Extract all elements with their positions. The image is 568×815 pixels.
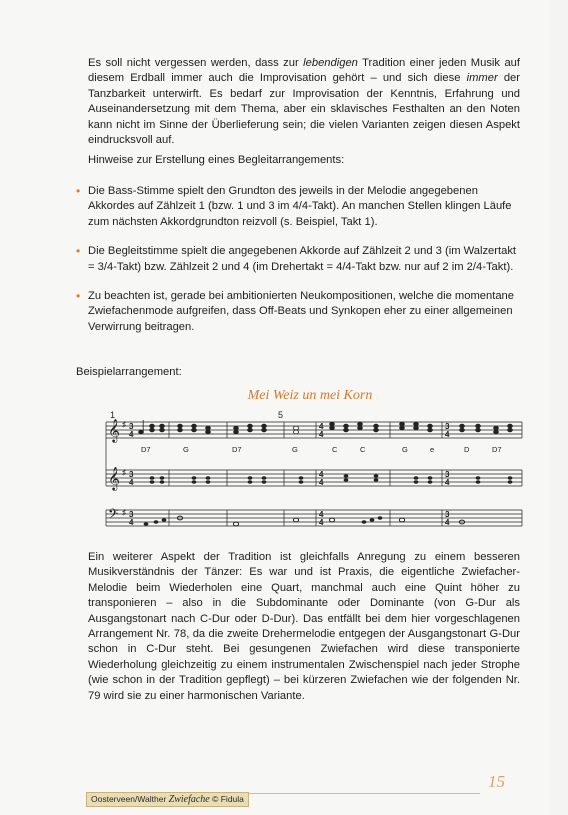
- intro-text-3: der Tanzbarkeit unterwirft. Es bedarf zur Improvisation der Kenntnis, Erfahrung und Auseinandersetzung mit dem Thema, aber ein sklavisches Festhalten an den Noten kann nicht im Sinne der Überlieferung sein; die vielen Varianten zeigen diesen Aspekt eindrucksvoll auf.: [88, 72, 520, 147]
- chord-symbol: D: [464, 445, 470, 454]
- footer-credit: [86, 792, 249, 807]
- intro-paragraph: [88, 56, 520, 148]
- bullet-icon: •: [76, 244, 81, 259]
- measure-number: 5: [278, 410, 284, 420]
- intro-emphasis-immer: immer: [466, 72, 498, 85]
- sharp-icon: ♯: [122, 420, 126, 429]
- chord-symbol: G: [402, 445, 408, 454]
- example-heading: Beispielarrangement:: [76, 366, 182, 378]
- chord-symbol: G: [292, 445, 298, 454]
- time-signature: 4: [129, 478, 134, 487]
- hint-text: Zu beachten ist, gerade bei ambitionierten Neukompositionen, welche die momentane Zwiefachenmode aufgreifen, dass Off-Beats und Synkopen eher zu einer allgemeinen Verwirrung beitragen.: [88, 290, 514, 333]
- time-signature: 3: [129, 510, 134, 519]
- sharp-icon: ♯: [122, 508, 126, 517]
- accompaniment-notes: [150, 474, 513, 484]
- tradition-paragraph: Ein weiterer Aspekt der Tradition ist gleichfalls Anregung zu einem besseren Musikverständnis der Tänzer: Es war und ist Praxis, die eigentliche Zwiefacher-Melodie beim Wiederholen eine Quart, manchmal auch eine Quint höher zu transponieren – also in die Subdominante oder Dominante (von G-Dur als Ausgangstonart nach C-Dur oder D-Dur). Das entfällt bei dem hier vorgeschlagenen Arrangement Nr. 78, da die zweite Drehermelodie entgegen der Ausgangstonart G-Dur schon in C-Dur steht. Bei gesungenen Zwiefachen wird diese transponierte Wiederholung gleichzeitig zu einem instrumentalen Zwischenspiel nach jeder Strophe (wie schon in der Tradition gepflegt) – bei kürzeren Zwiefachen wie der folgenden Nr. 79 wird sie zu einer harmonischen Variante.: [88, 551, 520, 702]
- chord-symbol: D7: [141, 445, 151, 454]
- hint-item: [76, 184, 520, 230]
- time-signature: 4: [445, 518, 450, 527]
- time-signature: 4: [319, 422, 324, 431]
- time-signature: 4: [319, 510, 324, 519]
- footer-publisher: © Fidula: [209, 794, 244, 804]
- hint-text: Die Bass-Stimme spielt den Grundton des jeweils in der Melodie angegebenen Akkordes auf Zählzeit 1 (bzw. 1 und 3 im 4/4-Takt). An manchen Stellen klingen Läufe zum nächsten Akkordgrundton reizvoll (s. Beispiel, Takt 1).: [88, 185, 512, 228]
- intro-emphasis-lebendig: lebendigen: [303, 57, 358, 69]
- time-signature: 3: [129, 422, 134, 431]
- song-title: Mei Weiz un mei Korn: [247, 388, 373, 403]
- time-signature: 3: [129, 470, 134, 479]
- hint-item: [76, 289, 520, 335]
- time-signature: 4: [445, 478, 450, 487]
- bullet-icon: •: [76, 184, 81, 198]
- hints-heading: Hinweise zur Erstellung eines Begleitarrangements:: [88, 154, 345, 166]
- bullet-icon: •: [76, 289, 81, 304]
- chord-symbol: C: [332, 445, 338, 454]
- time-signature: 3: [445, 422, 450, 431]
- time-signature: 4: [129, 430, 134, 439]
- time-signature: 4: [129, 518, 134, 527]
- hint-list: [76, 184, 520, 349]
- measure-number: 1: [110, 410, 116, 420]
- bass-clef-icon: 𝄢: [108, 506, 119, 525]
- sharp-icon: ♯: [122, 468, 126, 477]
- chord-symbol: C: [360, 445, 366, 454]
- chord-symbol: D7: [492, 445, 502, 454]
- chord-symbol: D7: [232, 445, 242, 454]
- chord-symbol: G: [183, 445, 189, 454]
- time-signature: 4: [319, 470, 324, 479]
- treble-clef-icon: 𝄞: [108, 418, 120, 442]
- time-signature: 3: [445, 510, 450, 519]
- footer-book-title: Zwiefache: [168, 794, 210, 805]
- hint-text: Die Begleitstimme spielt die angegebenen Akkorde auf Zählzeit 2 und 3 (im Walzertakt = 3/4-Takt) bzw. Zählzeit 2 und 4 (im Drehertakt = 4/4-Takt bzw. nur auf 2 im 2/4-Takt).: [88, 245, 517, 273]
- intro-text-1: Es soll nicht vergessen werden, dass zur: [88, 57, 304, 69]
- time-signature: 3: [445, 470, 450, 479]
- page-number: 15: [488, 772, 505, 791]
- time-signature: 4: [445, 430, 450, 439]
- chord-symbol: e: [430, 445, 435, 454]
- time-signature: 4: [319, 518, 324, 527]
- intro-text-2: Tradition einer jeden Musik auf diesem Erdball immer auch die Improvisation gehört – und sich diese: [88, 57, 521, 85]
- hint-item: [76, 244, 520, 275]
- treble-clef-icon: 𝄞: [108, 466, 120, 490]
- music-score: [96, 408, 530, 538]
- time-signature: 4: [319, 430, 324, 439]
- time-signature: 4: [319, 478, 324, 487]
- bass-notes: [144, 516, 465, 526]
- footer-authors: Oosterveen/Walther: [91, 794, 169, 804]
